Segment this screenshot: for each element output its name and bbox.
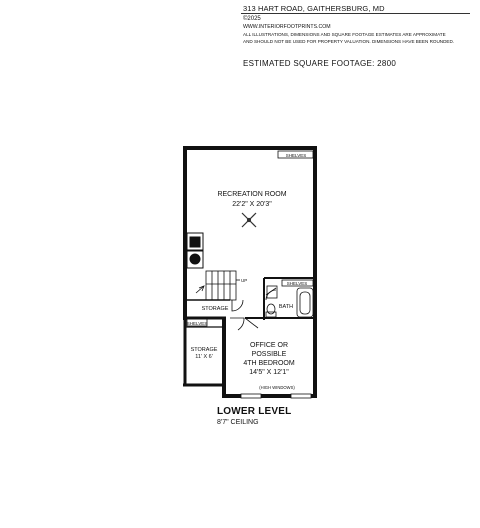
office-dims: 14'5" X 12'1" xyxy=(249,369,289,376)
office-label-line3: 4TH BEDROOM xyxy=(243,360,295,367)
disclaimer-line-2: AND SHOULD NOT BE USED FOR PROPERTY VALUATION. DIMENSIONS HAVE BEEN ROUNDED. xyxy=(243,39,455,44)
property-address: 313 HART ROAD, GAITHERSBURG, MD xyxy=(243,4,385,13)
high-windows-label: (HIGH WINDOWS) xyxy=(259,385,295,390)
interior-walls xyxy=(186,151,315,327)
bath-label: BATH xyxy=(278,304,294,310)
shelves-left-label: SHELVES xyxy=(186,321,208,326)
disclaimer-line-1: ALL ILLUSTRATIONS, DIMENSIONS AND SQUARE FOOTAGE ESTIMATES ARE APPROXIMATE xyxy=(243,32,446,37)
recreation-room-dims: 22'2" X 20'3" xyxy=(232,201,272,208)
square-footage: ESTIMATED SQUARE FOOTAGE: 2800 xyxy=(243,59,397,68)
stairs-icon xyxy=(196,271,240,300)
office-label-line1: OFFICE OR xyxy=(249,342,289,349)
storage-room-dims: 11' X 6' xyxy=(195,354,213,360)
ceiling-height-caption: 8'7" CEILING xyxy=(217,419,259,426)
ceiling-fan-icon xyxy=(242,213,256,227)
level-caption: LOWER LEVEL xyxy=(217,406,292,417)
recreation-room-label: RECREATION ROOM xyxy=(217,191,287,198)
website-text: WWW.INTERIORFOOTPRINTS.COM xyxy=(243,24,331,30)
stairs-up-label: UP xyxy=(241,278,248,283)
door-swings xyxy=(230,288,276,330)
shelves-right-label: SHELVES xyxy=(286,281,308,286)
appliances-icon xyxy=(187,233,203,268)
storage-room-label: STORAGE xyxy=(190,347,218,353)
office-label-line2: POSSIBLE xyxy=(251,351,287,358)
copyright-text: ©2025 xyxy=(243,16,261,22)
shelves-top-label: SHELVES xyxy=(285,153,307,158)
storage-under-stairs-label: STORAGE xyxy=(201,306,229,312)
